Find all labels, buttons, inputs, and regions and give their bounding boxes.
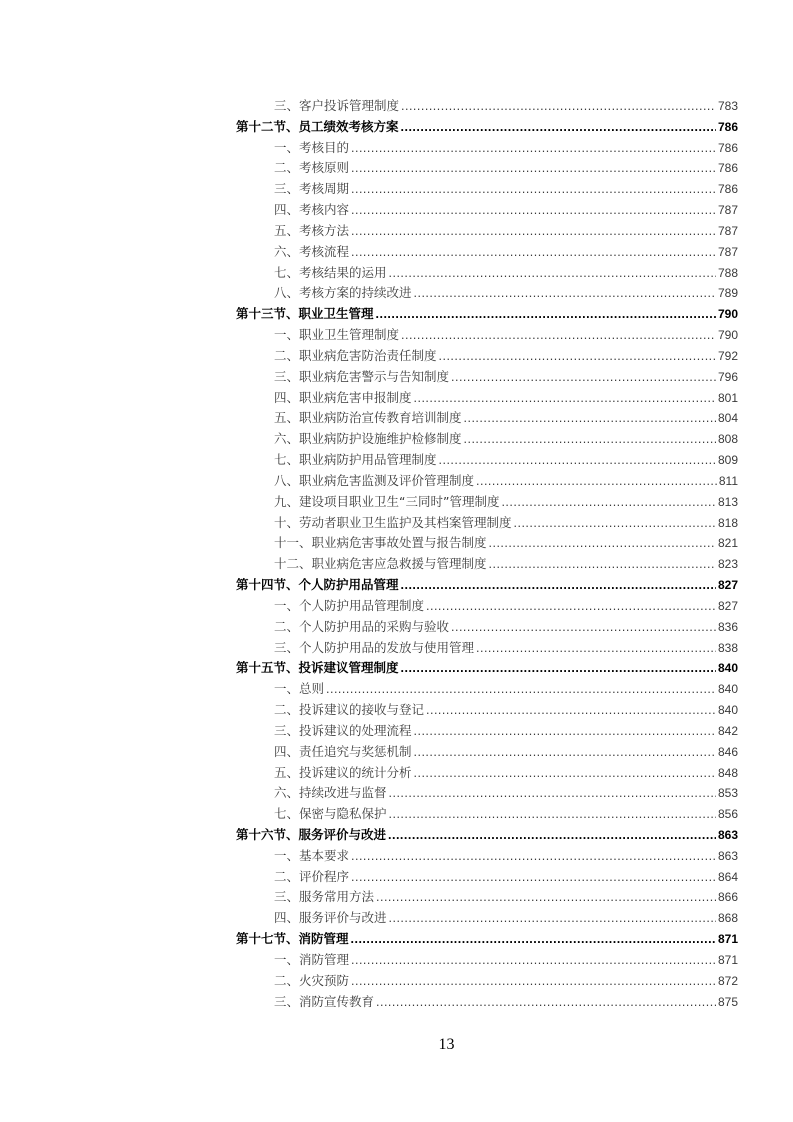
toc-entry-page: 840 [717, 703, 738, 718]
dot-leader [351, 138, 716, 159]
toc-entry-title: 一、基本要求 [274, 847, 350, 863]
dot-leader [401, 325, 716, 346]
toc-entry[interactable] [236, 950, 738, 971]
toc-entry-page: 813 [717, 494, 738, 509]
dot-leader [401, 96, 716, 117]
dot-leader [351, 200, 716, 221]
toc-entry-page: 872 [717, 973, 738, 988]
toc-entry-page: 868 [717, 911, 738, 926]
toc-entry-title: 八、考核方案的持续改进 [274, 285, 412, 301]
toc-entry-page: 853 [717, 786, 738, 801]
toc-section-heading[interactable] [236, 825, 738, 846]
toc-entry-page: 783 [717, 99, 738, 113]
toc-section-heading[interactable] [236, 117, 738, 138]
toc-entry-page: 827 [717, 598, 738, 613]
toc-entry-page: 827 [717, 578, 738, 593]
toc-entry-title: 第十四节、个人防护用品管理 [236, 577, 399, 593]
toc-entry-page: 790 [717, 307, 738, 322]
dot-leader [401, 658, 716, 679]
toc-entry[interactable] [236, 846, 738, 867]
toc-entry-title: 四、职业病危害申报制度 [274, 389, 412, 405]
toc-entry-page: 871 [717, 952, 738, 967]
toc-entry[interactable] [236, 221, 738, 242]
toc-entry-title: 一、个人防护用品管理制度 [274, 597, 425, 613]
dot-leader [451, 617, 716, 638]
toc-entry-title: 一、考核目的 [274, 139, 350, 155]
toc-entry-title: 二、职业病危害防治责任制度 [274, 347, 437, 363]
dot-leader [351, 929, 716, 950]
toc-entry-title: 二、火灾预防 [274, 972, 350, 988]
dot-leader [376, 887, 716, 908]
toc-entry-title: 七、保密与隐私保护 [274, 806, 387, 822]
dot-leader [351, 179, 716, 200]
toc-entry-page: 840 [717, 682, 738, 697]
dot-leader [414, 283, 716, 304]
toc-entry[interactable] [236, 763, 738, 784]
toc-entry-page: 804 [717, 411, 738, 426]
toc-entry[interactable] [236, 596, 738, 617]
dot-leader [351, 158, 716, 179]
toc-entry[interactable] [236, 263, 738, 284]
toc-entry-title: 第十六节、服务评价与改进 [236, 826, 387, 842]
toc-entry[interactable] [236, 513, 738, 534]
toc-entry-page: 842 [717, 723, 738, 738]
toc-entry-title: 三、职业病危害警示与告知制度 [274, 368, 450, 384]
dot-leader [464, 429, 716, 450]
dot-leader [389, 263, 716, 284]
table-of-contents [236, 96, 738, 1012]
toc-entry[interactable] [236, 158, 738, 179]
toc-entry-page: 875 [717, 994, 738, 1009]
dot-leader [376, 304, 716, 325]
toc-entry-title: 一、消防管理 [274, 951, 350, 967]
toc-entry[interactable] [236, 179, 738, 200]
toc-entry-title: 第十三节、职业卫生管理 [236, 306, 374, 322]
toc-entry-page: 792 [717, 348, 738, 363]
toc-entry-page: 790 [717, 328, 738, 343]
toc-entry[interactable] [236, 429, 738, 450]
dot-leader [389, 804, 716, 825]
toc-entry-title: 三、消防宣传教育 [274, 993, 375, 1009]
dot-leader [514, 513, 716, 534]
dot-leader [351, 221, 716, 242]
toc-entry[interactable] [236, 908, 738, 929]
dot-leader [476, 638, 716, 659]
toc-entry[interactable] [236, 242, 738, 263]
toc-entry[interactable] [236, 992, 738, 1013]
toc-entry-page: 787 [717, 223, 738, 238]
toc-entry-title: 二、考核原则 [274, 160, 350, 176]
dot-leader [351, 971, 716, 992]
toc-entry-page: 809 [717, 453, 738, 468]
toc-entry[interactable] [236, 887, 738, 908]
toc-entry[interactable] [236, 617, 738, 638]
toc-entry[interactable] [236, 388, 738, 409]
toc-entry-page: 866 [717, 890, 738, 905]
toc-entry-title: 第十二节、员工绩效考核方案 [236, 118, 399, 134]
toc-section-heading[interactable] [236, 575, 738, 596]
toc-entry-page: 821 [717, 536, 738, 551]
toc-entry-title: 四、服务评价与改进 [274, 910, 387, 926]
toc-entry-title: 二、评价程序 [274, 868, 350, 884]
toc-entry-title: 三、个人防护用品的发放与使用管理 [274, 639, 475, 655]
toc-entry-title: 三、服务常用方法 [274, 889, 375, 905]
toc-entry-title: 七、职业病防护用品管理制度 [274, 452, 437, 468]
toc-section-heading[interactable] [236, 658, 738, 679]
toc-entry-title: 六、考核流程 [274, 243, 350, 259]
toc-entry-title: 五、投诉建议的统计分析 [274, 764, 412, 780]
toc-entry-title: 第十七节、消防管理 [236, 931, 349, 947]
toc-entry-page: 786 [717, 161, 738, 176]
toc-entry[interactable] [236, 533, 738, 554]
dot-leader [414, 763, 716, 784]
dot-leader [464, 408, 716, 429]
toc-entry[interactable] [236, 346, 738, 367]
toc-entry[interactable] [236, 638, 738, 659]
dot-leader [439, 346, 716, 367]
toc-entry-page: 788 [717, 265, 738, 280]
dot-leader [489, 533, 716, 554]
toc-entry-title: 四、考核内容 [274, 202, 350, 218]
toc-entry-title: 三、客户投诉管理制度 [274, 98, 400, 113]
toc-entry[interactable] [236, 742, 738, 763]
toc-entry-title: 十一、职业病危害事故处置与报告制度 [274, 535, 487, 551]
toc-entry-page: 786 [717, 182, 738, 197]
toc-entry-page: 787 [717, 244, 738, 259]
dot-leader [439, 450, 716, 471]
toc-entry-page: 864 [717, 869, 738, 884]
toc-entry-title: 五、职业病防治宣传教育培训制度 [274, 410, 462, 426]
toc-entry-page: 863 [717, 848, 738, 863]
toc-entry-title: 四、责任追究与奖惩机制 [274, 743, 412, 759]
toc-entry-page: 818 [717, 515, 738, 530]
toc-entry-page: 801 [717, 390, 738, 405]
toc-entry-title: 七、考核结果的运用 [274, 264, 387, 280]
toc-entry-page: 787 [717, 203, 738, 218]
dot-leader [489, 554, 716, 575]
toc-entry[interactable] [236, 450, 738, 471]
dot-leader [388, 825, 716, 846]
dot-leader [351, 867, 716, 888]
toc-entry-title: 一、职业卫生管理制度 [274, 327, 400, 343]
dot-leader [351, 950, 716, 971]
dot-leader [389, 908, 716, 929]
toc-entry-title: 二、投诉建议的接收与登记 [274, 702, 425, 718]
toc-entry[interactable] [236, 408, 738, 429]
toc-section-heading[interactable] [236, 929, 738, 950]
toc-entry-page: 856 [717, 807, 738, 822]
dot-leader [426, 596, 716, 617]
toc-entry-title: 八、职业病危害监测及评价管理制度 [274, 472, 475, 488]
toc-entry[interactable] [236, 971, 738, 992]
toc-entry-page: 789 [717, 286, 738, 301]
toc-entry[interactable] [236, 721, 738, 742]
toc-entry-page: 848 [717, 765, 738, 780]
dot-leader [376, 992, 716, 1013]
toc-entry-title: 第十五节、投诉建议管理制度 [236, 660, 399, 676]
toc-entry[interactable] [236, 138, 738, 159]
toc-entry[interactable] [236, 679, 738, 700]
toc-entry[interactable] [236, 554, 738, 575]
dot-leader [414, 742, 716, 763]
toc-entry-page: 846 [717, 744, 738, 759]
toc-entry-page: 811 [718, 473, 738, 488]
toc-entry-title: 十二、职业病危害应急救援与管理制度 [274, 556, 487, 572]
toc-entry[interactable] [236, 200, 738, 221]
toc-entry-page: 840 [717, 661, 738, 676]
dot-leader [414, 721, 716, 742]
toc-entry-page: 863 [717, 827, 738, 842]
toc-entry[interactable] [236, 283, 738, 304]
toc-entry-title: 二、个人防护用品的采购与验收 [274, 618, 450, 634]
toc-entry[interactable] [236, 804, 738, 825]
toc-entry-page: 796 [717, 369, 738, 384]
toc-entry-title: 十、劳动者职业卫生监护及其档案管理制度 [274, 514, 512, 530]
toc-entry[interactable] [236, 325, 738, 346]
dot-leader [501, 492, 716, 513]
toc-entry-page: 838 [717, 640, 738, 655]
toc-entry-title: 九、建设项目职业卫生“三同时”管理制度 [274, 493, 500, 509]
toc-entry[interactable] [236, 471, 738, 492]
toc-entry-page: 871 [717, 932, 738, 947]
dot-leader [351, 242, 716, 263]
dot-leader [389, 783, 716, 804]
dot-leader [476, 471, 717, 492]
toc-entry-title: 三、考核周期 [274, 181, 350, 197]
toc-entry[interactable] [236, 96, 738, 117]
toc-entry[interactable] [236, 867, 738, 888]
page-number: 13 [438, 1036, 455, 1053]
toc-entry-page: 786 [717, 140, 738, 155]
toc-entry-page: 786 [717, 119, 738, 134]
dot-leader [351, 846, 716, 867]
toc-entry-title: 五、考核方法 [274, 222, 350, 238]
toc-entry[interactable] [236, 492, 738, 513]
dot-leader [414, 388, 716, 409]
toc-entry-title: 三、投诉建议的处理流程 [274, 722, 412, 738]
toc-entry[interactable] [236, 700, 738, 721]
dot-leader [401, 117, 716, 138]
toc-entry[interactable] [236, 783, 738, 804]
toc-entry-page: 823 [717, 557, 738, 572]
dot-leader [401, 575, 716, 596]
dot-leader [451, 367, 716, 388]
dot-leader [326, 679, 716, 700]
toc-entry[interactable] [236, 367, 738, 388]
toc-entry-title: 一、总则 [274, 681, 325, 697]
toc-entry-page: 836 [717, 619, 738, 634]
toc-section-heading[interactable] [236, 304, 738, 325]
dot-leader [426, 700, 716, 721]
toc-entry-page: 808 [717, 432, 738, 447]
toc-entry-title: 六、职业病防护设施维护检修制度 [274, 431, 462, 447]
toc-entry-title: 六、持续改进与监督 [274, 785, 387, 801]
